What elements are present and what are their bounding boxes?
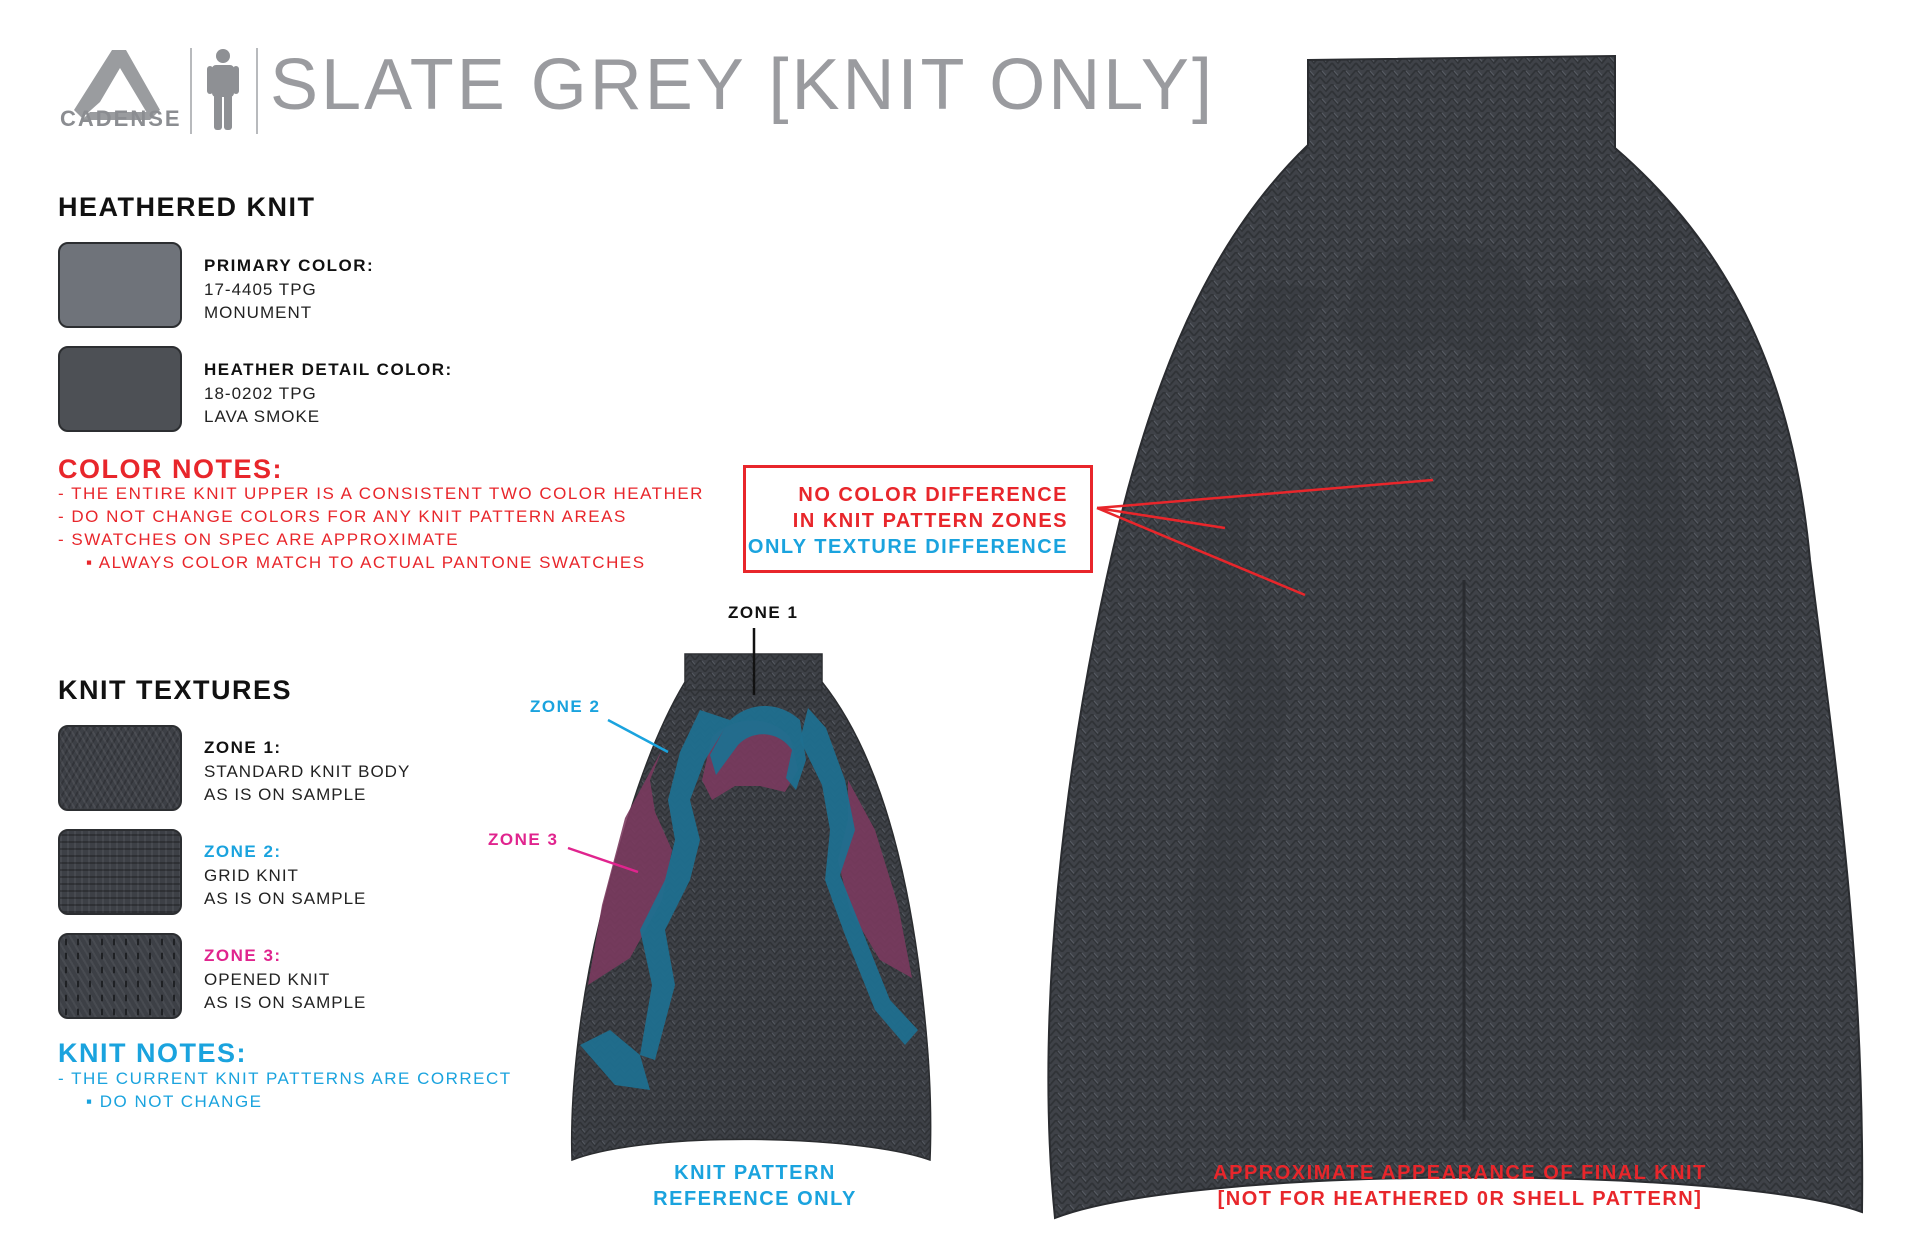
callout-line-2: IN KNIT PATTERN ZONES <box>792 510 1068 532</box>
knit-note-sub: ▪ DO NOT CHANGE <box>86 1092 263 1111</box>
zone3-callout-label: ZONE 3 <box>488 830 559 849</box>
callout-line-3: ONLY TEXTURE DIFFERENCE <box>747 536 1068 558</box>
heather-detail-label: HEATHER DETAIL COLOR: <box>204 360 453 379</box>
primary-color-name: MONUMENT <box>204 303 313 322</box>
heathered-heading: HEATHERED KNIT <box>58 192 316 222</box>
zone1-line1: STANDARD KNIT BODY <box>204 762 411 781</box>
zone3-line1: OPENED KNIT <box>204 970 331 989</box>
color-note-1: - THE ENTIRE KNIT UPPER IS A CONSISTENT TWO COLOR HEATHER <box>58 484 704 503</box>
heather-detail-code: 18-0202 TPG <box>204 384 317 403</box>
zone1-callout-label: ZONE 1 <box>728 603 799 622</box>
zone2-callout-label: ZONE 2 <box>530 697 601 716</box>
color-note-3: - SWATCHES ON SPEC ARE APPROXIMATE <box>58 530 460 549</box>
zone2-line2: AS IS ON SAMPLE <box>204 889 367 908</box>
zone2-label: ZONE 2: <box>204 842 282 861</box>
color-note-2: - DO NOT CHANGE COLORS FOR ANY KNIT PATTERN AREAS <box>58 507 627 526</box>
final-knit-drawing <box>1048 56 1862 1218</box>
zone1-line2: AS IS ON SAMPLE <box>204 785 367 804</box>
final-knit-body <box>1048 56 1862 1218</box>
callout-line-1: NO COLOR DIFFERENCE <box>798 484 1068 506</box>
reference-caption-line-2: REFERENCE ONLY <box>653 1188 857 1210</box>
reference-caption-line-1: KNIT PATTERN <box>674 1162 836 1184</box>
zone3-label: ZONE 3: <box>204 946 282 965</box>
knit-textures-heading: KNIT TEXTURES <box>58 675 293 705</box>
color-notes-heading: COLOR NOTES: <box>58 454 283 484</box>
zone2-line1: GRID KNIT <box>204 866 299 885</box>
color-note-sub: ▪ ALWAYS COLOR MATCH TO ACTUAL PANTONE SWATCHES <box>86 553 646 572</box>
zone3-line2: AS IS ON SAMPLE <box>204 993 367 1012</box>
zone1-label: ZONE 1: <box>204 738 282 757</box>
final-caption-line-2: [NOT FOR HEATHERED 0R SHELL PATTERN] <box>1217 1188 1703 1210</box>
heather-detail-name: LAVA SMOKE <box>204 407 321 426</box>
primary-color-label: PRIMARY COLOR: <box>204 256 375 275</box>
knit-notes-heading: KNIT NOTES: <box>58 1038 247 1068</box>
page-title: SLATE GREY [KNIT ONLY] <box>270 45 1215 125</box>
final-caption-line-1: APPROXIMATE APPEARANCE OF FINAL KNIT <box>1213 1162 1707 1184</box>
knit-note-1: - THE CURRENT KNIT PATTERNS ARE CORRECT <box>58 1069 512 1088</box>
primary-color-code: 17-4405 TPG <box>204 280 317 299</box>
brand-name: CADENSE <box>60 106 182 131</box>
